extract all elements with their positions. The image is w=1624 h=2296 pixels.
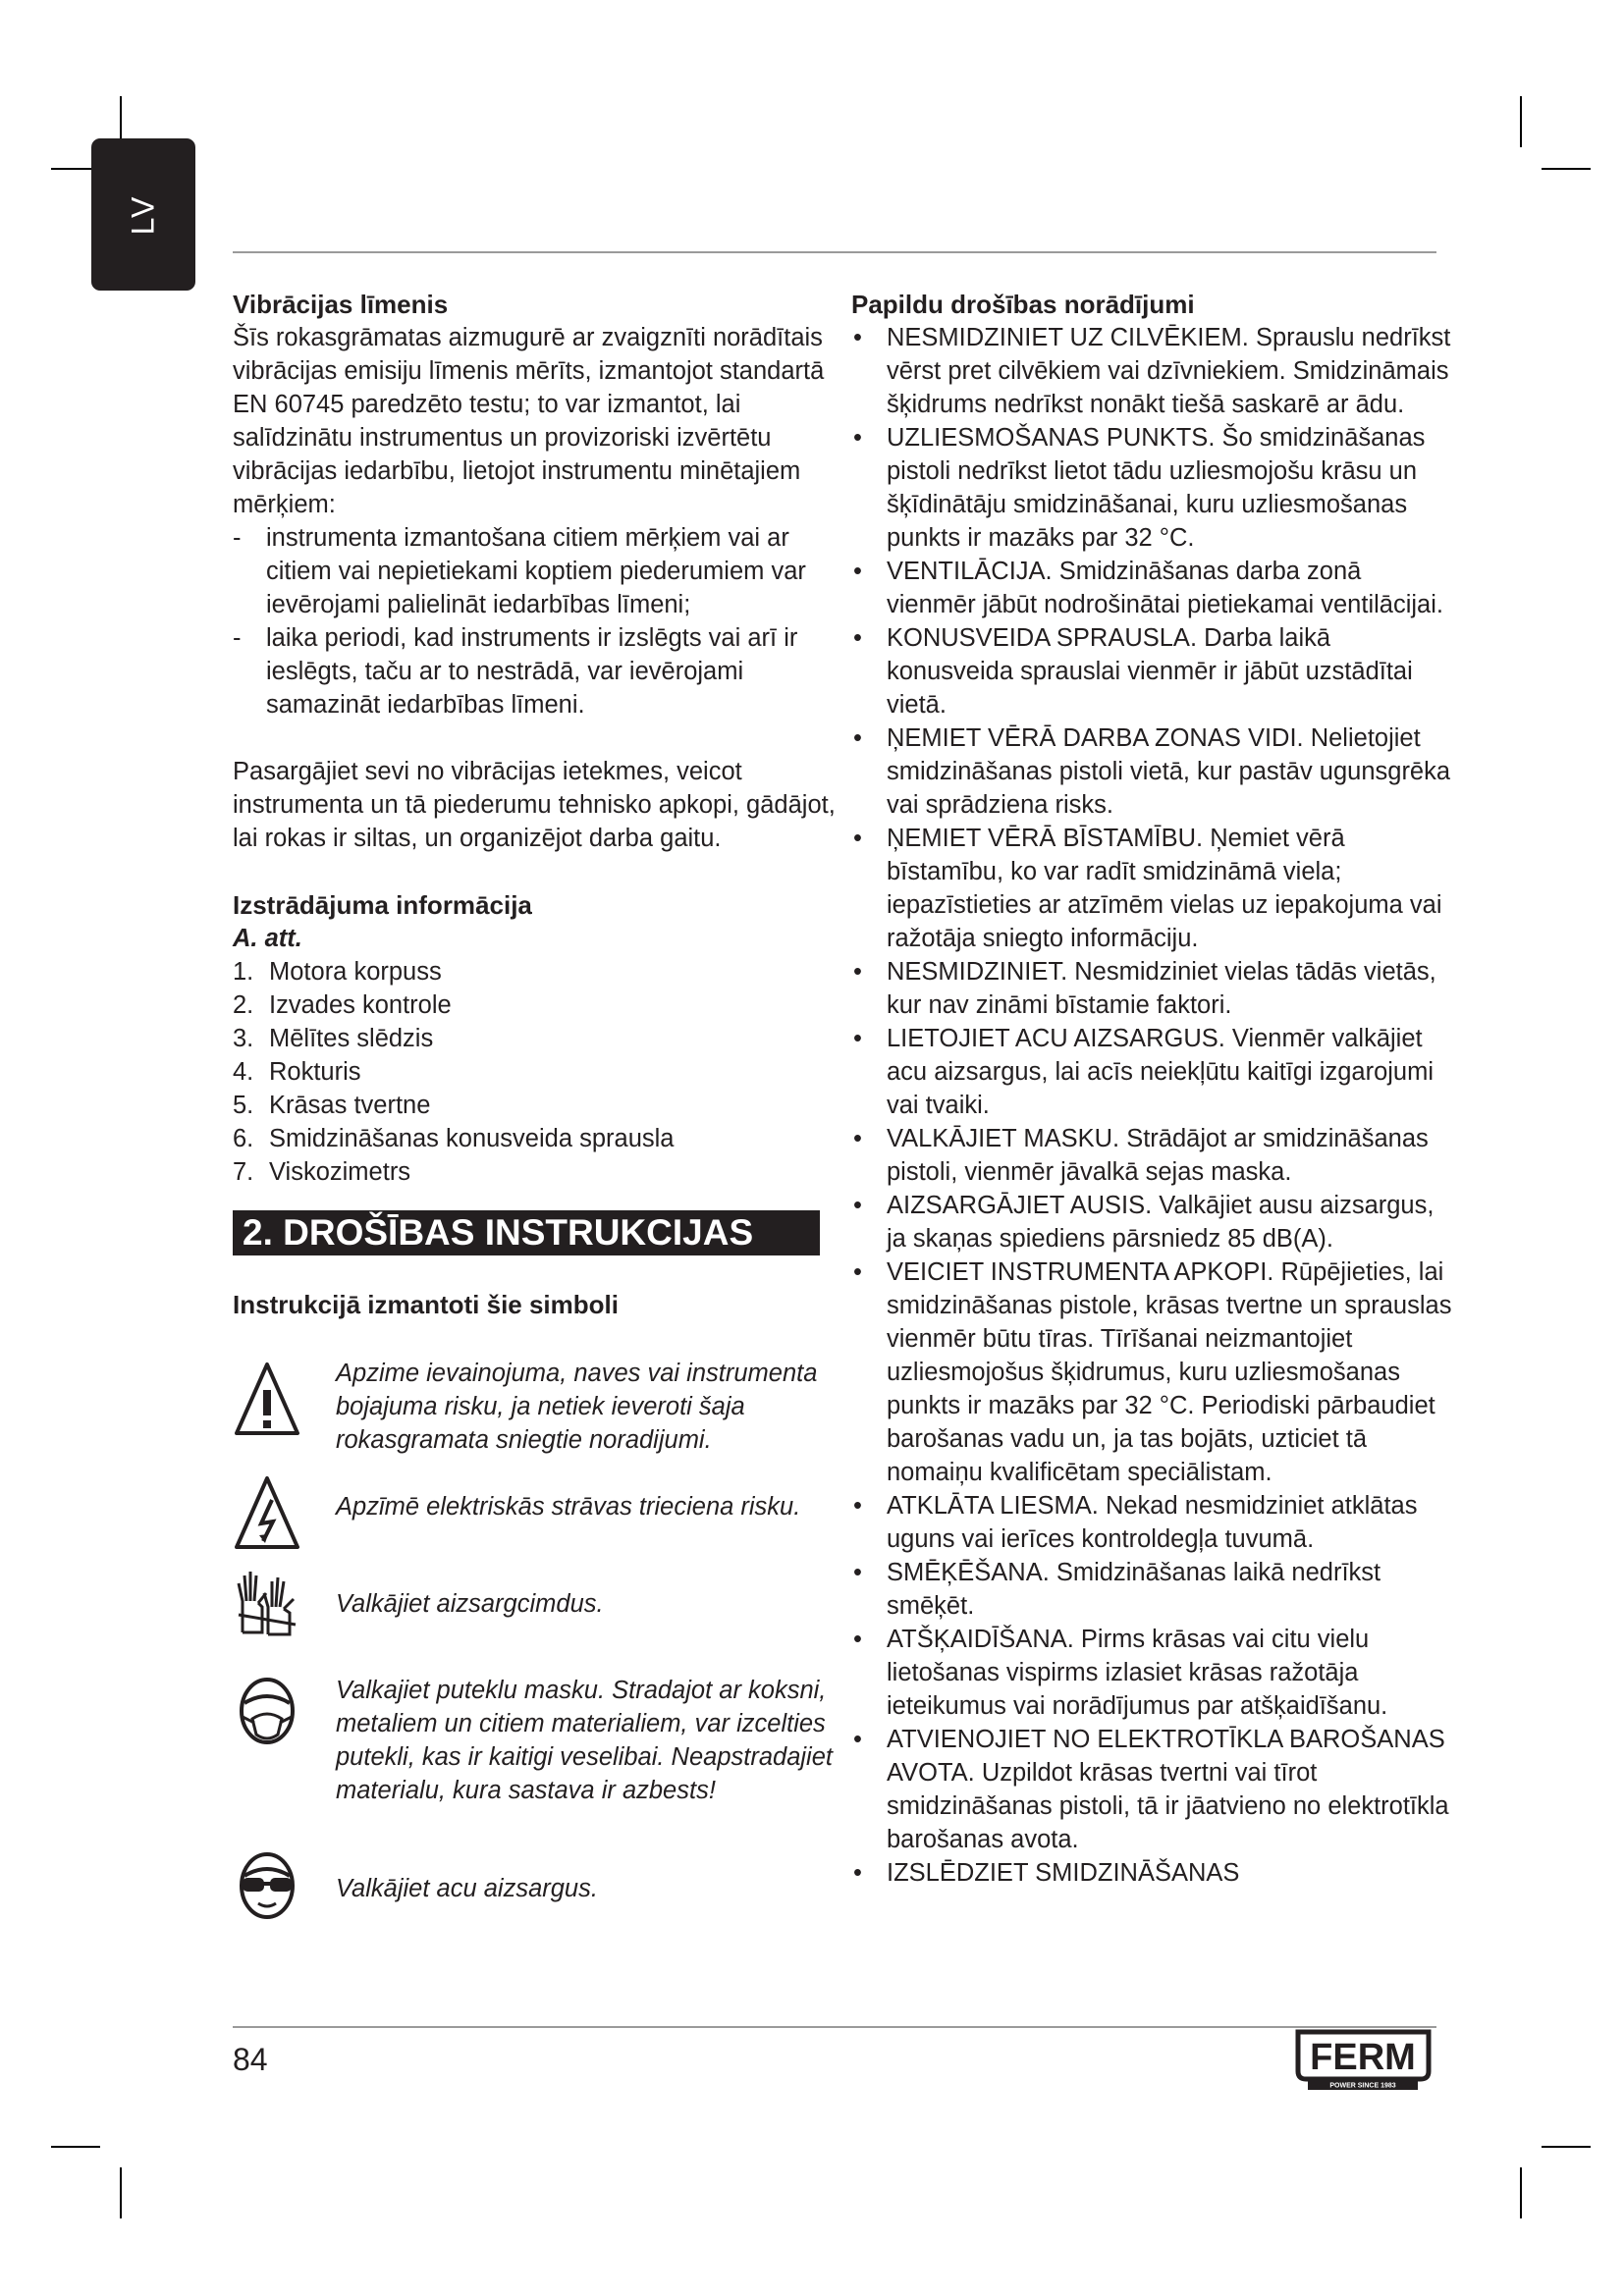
- list-item: 3. Mēlītes slēdzis: [233, 1025, 434, 1052]
- dash-item: [233, 521, 841, 621]
- dash-marker: -: [233, 624, 242, 652]
- symbol-row: [233, 1860, 841, 1939]
- list-item: • IZSLĒDZIET SMIDZINĀŠANAS: [853, 1859, 1240, 1887]
- electric-shock-icon: [233, 1472, 301, 1551]
- footer-rule: [233, 2026, 1436, 2028]
- list-item: • KONUSVEIDA SPRAUSLA. Darba laikā konusveida sprauslai vienmēr ir jābūt uzstādītai vietā.: [853, 624, 1413, 719]
- list-item: • VENTILĀCIJA. Smidzināšanas darba zonā vienmēr jābūt nodrošinātai pietiekamai ventilācijai.: [853, 558, 1443, 618]
- product-heading: Izstrādājuma informācija: [233, 890, 532, 920]
- list-item: • VALKĀJIET MASKU. Strādājot ar smidzināšanas pistoli, vienmēr jāvalkā sejas maska.: [853, 1125, 1429, 1186]
- language-tab-label: LV: [125, 194, 161, 235]
- vibration-intro: Šīs rokasgrāmatas aizmugurē ar zvaigznīti norādītais vibrācijas emisiju līmenis mērīts, izmantojot standartā EN 60745 paredzēto testu; to var izmantot, lai salīdzinātu instrumentus un provizoriski izvērtētu vibrācijas iedarbību, lietojot instrumentu minētajiem mērķiem:: [233, 324, 825, 518]
- warning-triangle-icon: [233, 1359, 301, 1437]
- header-rule: [233, 251, 1436, 253]
- symbol-row: [233, 1674, 841, 1860]
- list-item: • VEICIET INSTRUMENTA APKOPI. Rūpējieties, lai smidzināšanas pistole, krāsas tvertne un sprauslas vienmēr būtu tīras. Tīrīšanai neizmantojiet uzliesmojošus šķidrumus, kuru uzliesmošanas punkts ir mazāks par 32 °C. Periodiski pārbaudiet barošanas vadu un, ja tas bojāts, uzticiet tā nomaiņu kvalificētam speciālistam.: [853, 1258, 1452, 1486]
- safety-bullets: [851, 321, 1455, 1890]
- list-item: • AIZSARGĀJIET AUSIS. Valkājiet ausu aizsargus, ja skaņas spiediens pārsniedz 85 dB(A).: [853, 1192, 1435, 1253]
- dash-item-text: instrumenta izmantošana citiem mērķiem vai ar citiem vai nepietiekami koptiem piederumiem var ievērojami palielināt iedarbības līmeni;: [266, 524, 806, 618]
- parts-list: [233, 955, 841, 1189]
- list-item: • LIETOJIET ACU AIZSARGUS. Vienmēr valkājiet acu aizsargus, lai acīs neiekļūtu kaitīgi izgarojumi vai tvaiki.: [853, 1025, 1435, 1119]
- logo-tagline: POWER SINCE 1983: [1329, 2082, 1396, 2090]
- list-item: • ATŠĶAIDĪŠANA. Pirms krāsas vai citu vielu lietošanas vispirms izlasiet krāsas ražotāja ieteikumus vai norādījumus par atšķaidīšanu.: [853, 1626, 1388, 1720]
- gloves-icon: [233, 1564, 301, 1642]
- symbol-row: [233, 1357, 841, 1472]
- symbol-row: [233, 1566, 841, 1674]
- language-tab: [91, 138, 195, 291]
- left-column: [233, 288, 841, 1939]
- list-item: • ATKLĀTA LIESMA. Nekad nesmidziniet atklātas uguns vai ierīces kontroldegļa tuvumā.: [853, 1492, 1418, 1553]
- ferm-logo: [1292, 2028, 1435, 2091]
- crop-mark: [120, 2167, 122, 2218]
- dash-item-text: laika periodi, kad instruments ir izslēgts vai arī ir ieslēgts, taču ar to nestrādā, var ievērojami samazināt iedarbības līmeni.: [266, 624, 798, 719]
- symbol-text: Apzime ievainojuma, naves vai instrumenta bojajuma risku, ja netiek ieveroti šaja rokasgramata sniegtie noradijumi.: [336, 1360, 818, 1454]
- list-item: 5. Krāsas tvertne: [233, 1092, 431, 1119]
- list-item: • ŅEMIET VĒRĀ BĪSTAMĪBU. Ņemiet vērā bīstamību, ko var radīt smidzināmā viela; iepazīstieties ar atzīmēm vielas uz iepakojuma vai ražotāja sniegto informāciju.: [853, 825, 1442, 952]
- vibration-heading: Vibrācijas līmenis: [233, 290, 449, 319]
- dust-mask-icon: [233, 1674, 301, 1752]
- crop-mark: [1520, 2167, 1522, 2218]
- figure-label: A. att.: [233, 925, 302, 952]
- list-item: • ATVIENOJIET NO ELEKTROTĪKLA BAROŠANAS AVOTA. Uzpildot krāsas tvertni vai tīrot smidzināšanas pistoli, tā ir jāatvieno no elektrotīkla barošanas avota.: [853, 1726, 1449, 1853]
- symbol-text: Valkajiet puteklu masku. Stradajot ar koksni, metaliem un citiem materialiem, var izcelties putekli, kas ir kaitigi veselibai. Neapstradajiet materialu, kura sastava ir azbests!: [336, 1677, 833, 1804]
- list-item: 7. Viskozimetrs: [233, 1158, 411, 1186]
- crop-mark: [51, 2146, 100, 2148]
- list-item: 1. Motora korpuss: [233, 958, 442, 986]
- crop-mark: [1520, 96, 1522, 147]
- list-item: • NESMIDZINIET UZ CILVĒKIEM. Sprauslu nedrīkst vērst pret cilvēkiem vai dzīvniekiem. Smidzināmais šķidrums nedrīkst nonākt tiešā saskarē ar ādu.: [853, 324, 1451, 418]
- symbols-heading: Instrukcijā izmantoti šie simboli: [233, 1290, 619, 1319]
- dash-item: [233, 621, 841, 721]
- symbol-row: [233, 1472, 841, 1566]
- right-column: [851, 288, 1455, 1890]
- list-item: 4. Rokturis: [233, 1058, 361, 1086]
- page-number: 84: [233, 2042, 268, 2077]
- list-item: 6. Smidzināšanas konusveida sprausla: [233, 1125, 675, 1152]
- additional-safety-heading: Papildu drošības norādījumi: [851, 290, 1195, 319]
- safety-goggles-icon: [233, 1846, 301, 1925]
- vibration-protect: Pasargājiet sevi no vibrācijas ietekmes, veicot instrumenta un tā piederumu tehnisko apkopi, gādājot, lai rokas ir siltas, un organizējot darba gaitu.: [233, 758, 836, 852]
- dash-marker: -: [233, 524, 242, 552]
- crop-mark: [1542, 2146, 1591, 2148]
- list-item: • ŅEMIET VĒRĀ DARBA ZONAS VIDI. Nelietojiet smidzināšanas pistoli vietā, kur pastāv ugunsgrēka vai sprādziena risks.: [853, 724, 1451, 819]
- list-item: • NESMIDZINIET. Nesmidziniet vielas tādās vietās, kur nav zināmi bīstamie faktori.: [853, 958, 1436, 1019]
- symbol-text: Apzīmē elektriskās strāvas trieciena risku.: [336, 1493, 801, 1521]
- section-title: 2. DROŠĪBAS INSTRUKCIJAS: [233, 1210, 820, 1255]
- symbol-text: Valkājiet aizsargcimdus.: [336, 1590, 604, 1618]
- symbol-text: Valkājiet acu aizsargus.: [336, 1875, 598, 1902]
- logo-text: FERM: [1310, 2037, 1416, 2078]
- list-item: • UZLIESMOŠANAS PUNKTS. Šo smidzināšanas pistoli nedrīkst lietot tādu uzliesmojošu krāsu un šķīdinātāju smidzināšanai, kuru uzliesmošanas punkts ir mazāks par 32 °C.: [853, 424, 1426, 552]
- list-item: • SMĒĶĒŠANA. Smidzināšanas laikā nedrīkst smēķēt.: [853, 1559, 1381, 1620]
- crop-mark: [1542, 168, 1591, 170]
- list-item: 2. Izvades kontrole: [233, 991, 452, 1019]
